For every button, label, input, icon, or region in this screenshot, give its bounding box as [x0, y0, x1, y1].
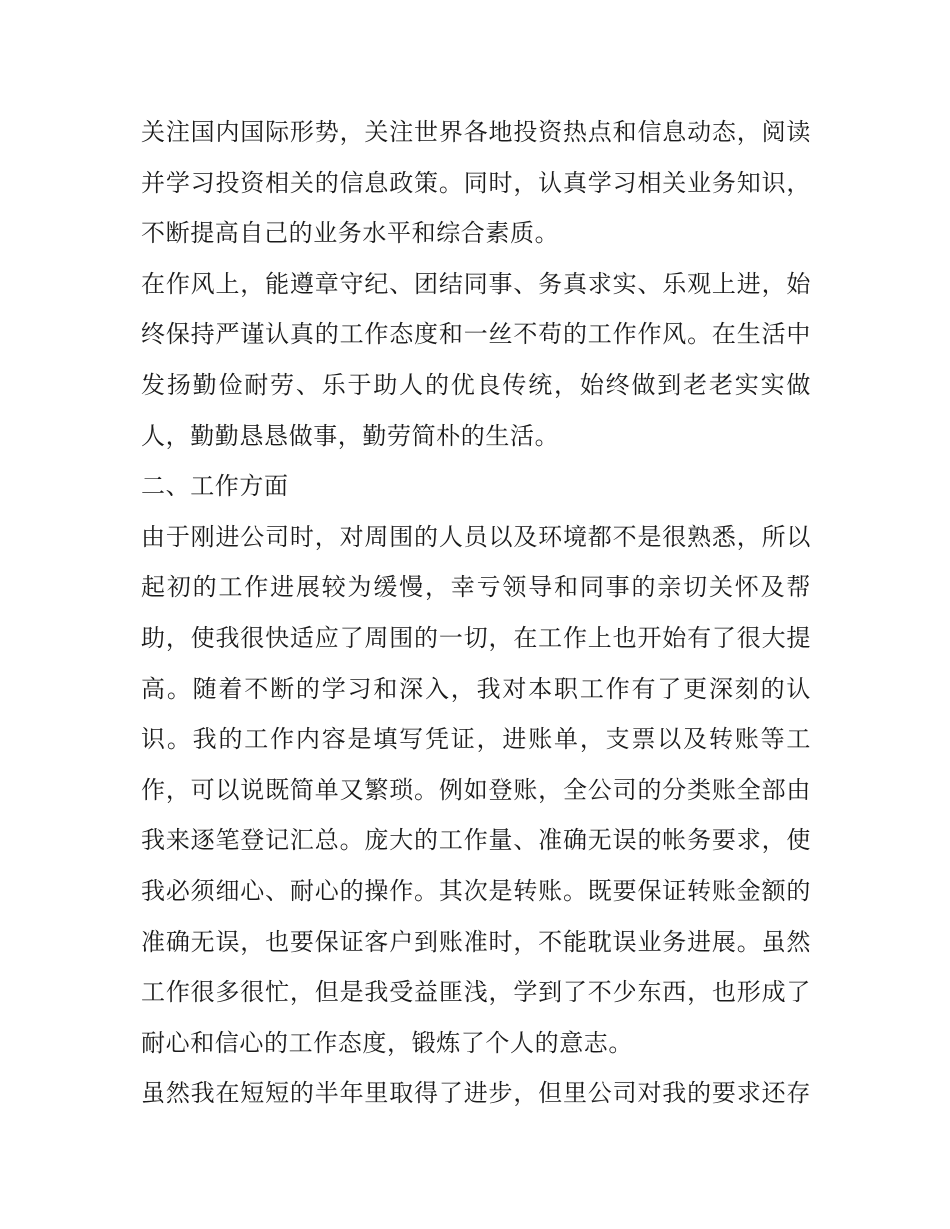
text-line: 终保持严谨认真的工作态度和一丝不苟的工作作风。在生活中: [141, 320, 811, 349]
text-line: 发扬勤俭耐劳、乐于助人的优良传统，始终做到老老实实做: [141, 370, 811, 399]
text-line: 工作很多很忙，但是我受益匪浅，学到了不少东西，也形成了: [141, 978, 811, 1007]
text-line: 关注国内国际形势，关注世界各地投资热点和信息动态，阅读: [141, 118, 811, 146]
text-line: 并学习投资相关的信息政策。同时，认真学习相关业务知识，: [141, 168, 811, 197]
text-line: 在作风上，能遵章守纪、团结同事、务真求实、乐观上进，始: [141, 269, 811, 298]
text-line: 识。我的工作内容是填写凭证，进账单，支票以及转账等工: [141, 725, 811, 754]
text-line: 人，勤勤恳恳做事，勤劳简朴的生活。: [141, 421, 560, 450]
text-line: 虽然我在短短的半年里取得了进步，但里公司对我的要求还存: [141, 1079, 811, 1108]
text-line: 不断提高自己的业务水平和综合素质。: [141, 219, 560, 248]
section-heading: 二、工作方面: [141, 472, 289, 501]
text-line: 我必须细心、耐心的操作。其次是转账。既要保证转账金额的: [141, 876, 811, 905]
text-line: 起初的工作进展较为缓慢，幸亏领导和同事的亲切关怀及帮: [141, 573, 811, 602]
text-line: 由于刚进公司时，对周围的人员以及环境都不是很熟悉，所以: [141, 522, 811, 551]
text-line: 我来逐笔登记汇总。庞大的工作量、准确无误的帐务要求，使: [141, 826, 811, 855]
document-body: [141, 107, 811, 1119]
text-line: 高。随着不断的学习和深入，我对本职工作有了更深刻的认: [141, 674, 811, 703]
text-line: 助，使我很快适应了周围的一切，在工作上也开始有了很大提: [141, 623, 811, 652]
text-line: 作，可以说既简单又繁琐。例如登账，全公司的分类账全部由: [141, 775, 811, 804]
text-line: 耐心和信心的工作态度，锻炼了个人的意志。: [141, 1028, 633, 1057]
text-line: 准确无误，也要保证客户到账准时，不能耽误业务进展。虽然: [141, 927, 811, 956]
